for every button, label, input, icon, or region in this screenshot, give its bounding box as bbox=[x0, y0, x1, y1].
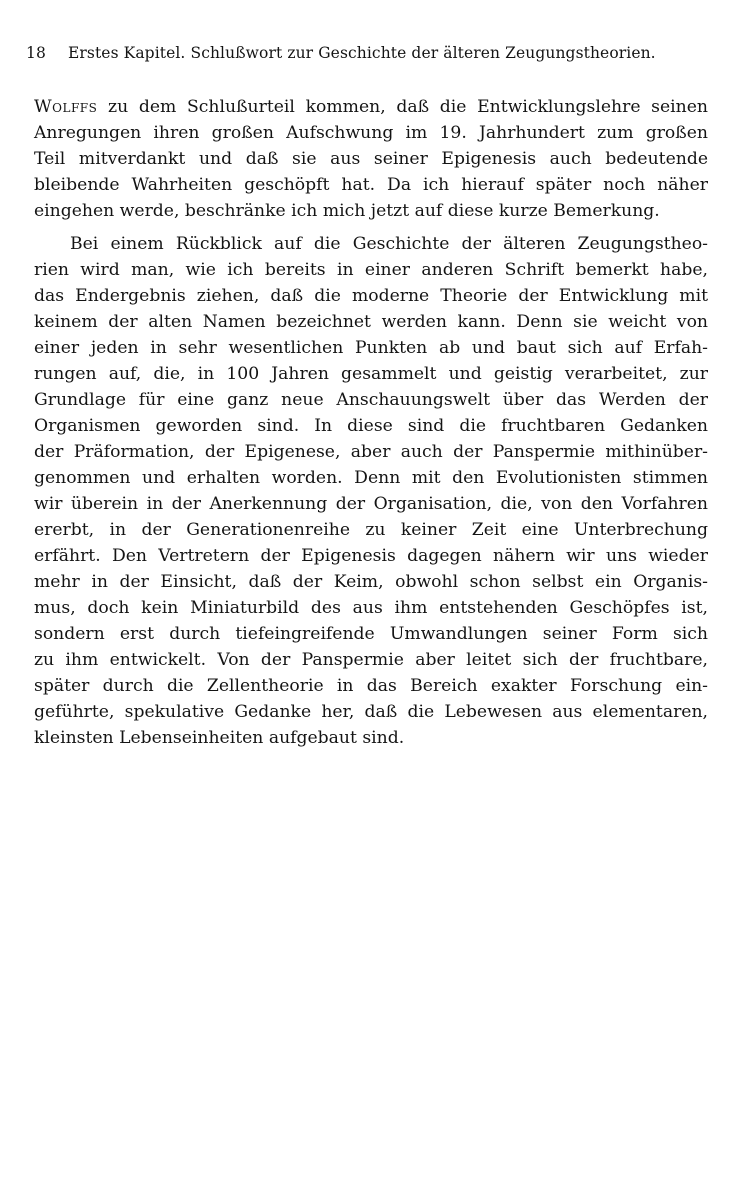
text-line: sondern erst durch tiefeingreifende Umwandlungen seiner Form sich bbox=[34, 624, 708, 644]
text-line: kleinsten Lebenseinheiten aufgebaut sind. bbox=[34, 728, 405, 748]
text-line: Organismen geworden sind. In diese sind die fruchtbaren Gedanken bbox=[34, 416, 708, 436]
text-line: Grundlage für eine ganz neue Anschauungswelt über das Werden der bbox=[34, 390, 708, 410]
text-line: mehr in der Einsicht, daß der Keim, obwohl schon selbst ein Organis- bbox=[34, 572, 708, 592]
text-line: das Endergebnis ziehen, daß die moderne Theorie der Entwicklung mit bbox=[34, 286, 708, 306]
text-line: wir überein in der Anerkennung der Organisation, die, von den Vorfahren bbox=[34, 494, 708, 514]
text-line: keinem der alten Namen bezeichnet werden kann. Denn sie weicht von bbox=[34, 312, 708, 332]
running-header bbox=[26, 44, 696, 62]
text-line: bleibende Wahrheiten geschöpft hat. Da ich hierauf später noch näher bbox=[34, 175, 708, 195]
text-line: zu ihm entwickelt. Von der Panspermie aber leitet sich der fruchtbare, bbox=[34, 650, 708, 670]
text-line: Anregungen ihren großen Aufschwung im 19. Jahrhundert zum großen bbox=[34, 123, 708, 143]
page-number: 18 bbox=[26, 44, 46, 62]
text-line: rungen auf, die, in 100 Jahren gesammelt und geistig verarbeitet, zur bbox=[34, 364, 708, 384]
text-line: der Präformation, der Epigenese, aber auch der Panspermie mithinüber- bbox=[34, 442, 708, 462]
text-line: mus, doch kein Miniaturbild des aus ihm entstehenden Geschöpfes ist, bbox=[34, 598, 708, 618]
text-line: Teil mitverdankt und daß sie aus seiner Epigenesis auch bedeutende bbox=[34, 149, 708, 169]
text-line: geführte, spekulative Gedanke her, daß die Lebewesen aus elementaren, bbox=[34, 702, 708, 722]
text-line: rien wird man, wie ich bereits in einer anderen Schrift bemerkt habe, bbox=[34, 260, 708, 280]
text-line: später durch die Zellentheorie in das Bereich exakter Forschung ein- bbox=[34, 676, 708, 696]
paragraph-first-line: Bei einem Rückblick auf die Geschichte der älteren Zeugungstheo- bbox=[70, 234, 708, 254]
text-line: erfährt. Den Vertretern der Epigenesis dagegen nähern wir uns wieder bbox=[34, 546, 708, 566]
running-title: Erstes Kapitel. Schlußwort zur Geschichte der älteren Zeugungstheorien. bbox=[68, 44, 656, 62]
text-line: Wolffs zu dem Schlußurteil kommen, daß die Entwicklungslehre seinen bbox=[34, 97, 708, 117]
text-line: eingehen werde, beschränke ich mich jetzt auf diese kurze Bemerkung. bbox=[34, 201, 660, 221]
text-line: ererbt, in der Generationenreihe zu keiner Zeit eine Unterbrechung bbox=[34, 520, 708, 540]
text-line: einer jeden in sehr wesentlichen Punkten ab und baut sich auf Erfah- bbox=[34, 338, 708, 358]
text-line: genommen und erhalten worden. Denn mit den Evolutionisten stimmen bbox=[34, 468, 708, 488]
author-name: Wolffs bbox=[34, 97, 98, 117]
